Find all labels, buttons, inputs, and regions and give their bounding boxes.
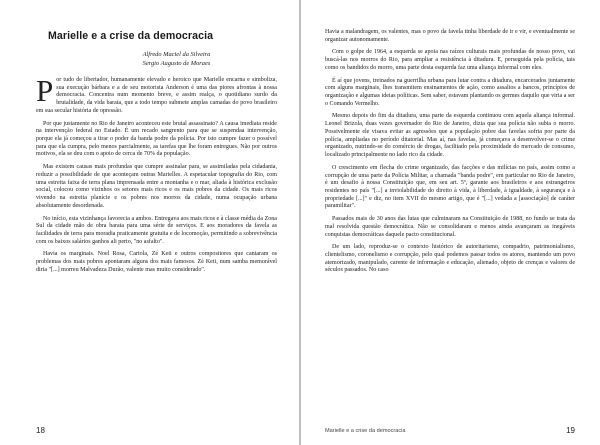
running-head: Marielle e a crise da democracia <box>325 428 406 434</box>
body-paragraph: Com o golpe de 1964, a esquerda se apoia nas raízes culturais mais profundas de nosso povo, vai buscá-las nos morros do Rio, para ampliar a resistência à ditadura. E, perseguida pela polícia, tais como os bandidos do morro, uma parte desta esquerda faz uma aliança informal com eles. <box>325 49 575 71</box>
page-number: 19 <box>566 426 575 435</box>
body-paragraph: Por que justamente no Rio de Janeiro aconteceu este brutal assassinato? A causa imediata reside na intervenção federal no Estado. É um recado sangrento para que se suspendaa intervenção, porque ela já começou a tirar o poder da banda podre da polícia. Por isto cumpre fazer o possível para que ela cumpra, pelo menos parcialmente, as tarefas que lhe foram entregues. Não por outros motivos, ela se deu com o apoio de cerca de 70% da população. <box>36 120 277 158</box>
drop-cap: P <box>36 73 54 108</box>
body-paragraph: Passados mais de 30 anos das lutas que culminaram na Constituição de 1988, no fundo se trata da mal resolvida questão democrática. Não se consolidaram e menos ainda avançaram as inegáveis conquistas democráticas daquele pacto constitucional. <box>325 216 575 238</box>
page-number: 18 <box>36 426 45 435</box>
body-paragraph: Mesmo depois do fim da ditadura, uma parte da esquerda continuou com aquela aliança informal. Leonel Brizola, duas vezes governador do Rio de Janeiro, dizia que sua polícia não subia o morro. Possivelmente ele visava evitar as agressões que a população pobre das favelas sofria por parte da polícia, ampliadas no período ditatorial. Mas aí, nas favelas, já começava a desenvolver-se o crime organizado, nutrindo-se do comércio de drogas, facilitado pela proximidade do mercado de consumo, localizado principalmente no lado rico da cidade. <box>325 113 575 159</box>
body-paragraph: Havia os marginais. Noel Rosa, Cartola, Zé Keti e outros compositores que cantaram os problemas dos mais pobres apontaram alguns dos mais famosos. Zé Keti, num samba memorável diria "[...] morreu Malvadeza Durão, valente mas muito considerado". <box>36 251 277 273</box>
body-paragraph: Havia a malandragem, os valentes, mas o povo da favela tinha liberdade de ir e vir, e eventualmente se organizar autonomamente. <box>325 29 575 43</box>
article-title: Marielle e a crise da democracia <box>48 30 214 42</box>
body-paragraph: No início, esta vizinhança favorecia a ambos. Entregava aos mais ricos e à classe média da Zona Sul da cidade mão de obra barata para uma série de serviços. E aos moradores da favela as facilidades de terra para moradia praticamente gratuita e de locomoção, permitindo a sobrevivência com os baixos salários ganhos ali perto, "no asfalto". <box>36 215 277 245</box>
left-page <box>0 0 299 445</box>
body-paragraph: Mas existem causas mais profundas que cumpre assinalar para, se assimiladas pela cidadania, reduzir a possibilidade de que aconteçam outras Marielles. A espetacular topografia do Rio, com uma estreita faixa de terra plana imprensada entre a montanha e o mar, aliada à histórica exclusão social, colocou como vizinhos os setores mais ricos e os mais pobres da cidade. Os mais ricos vivendo na estreita planície e os pobres nos morros da cidade, numa ocupação urbana absolutamente desordenada. <box>36 164 277 209</box>
body-paragraph: Por tudo de libertador, humanamente elevado e heroico que Marielle encarna e simboliza, sua execução bárbara e a de seu motorista Anderson é uma das piores afrontas à nossa democracia. Concentra num momento breve, e assim realça, o quotidiano surdo da brutalidade, da vida barata, que a todo tempo submete amplas camadas do povo brasileiro em sua secular história de opressão. <box>36 73 277 114</box>
body-paragraph: O crescimento em flecha do crime organizado, das facções e das milícias no país, assim como a corrupção de uma parte da Polícia Militar, a chamada "banda podre", em particular no Rio de Janeiro, é um desafio à nossa Constituição que, em seu art. 5º, garante aos brasileiros e aos estrangeiros residentes no país "[...] a inviolabilidade do direito à vida, à liberdade, à igualdade, à segurança e à propriedade [...]" e diz, no item XVII do mesmo artigo, que é "[...] vedada a [associação] de caráter paramilitar". <box>325 164 575 210</box>
article-authors <box>36 50 277 68</box>
body-paragraph: De um lado, reproduz-se o contexto histórico de autoritarismo, compadrio, patrimonialismo, clientelismo, coronelismo e corrupção, pelo qual podemos passar todos os atores, mantendo um povo atemorizado, manipulado, carente de informação e educação, alienado, objeto de crenças e valores de séculos passados. No caso <box>325 244 575 274</box>
author-name: Sergio Augusto de Moraes <box>142 60 211 67</box>
author-name: Alfredo Maciel da Silveira <box>142 51 211 58</box>
right-page <box>301 0 600 445</box>
body-paragraph: É aí que jovens, treinados na guerrilha urbana para lutar contra a ditadura, encarcerados juntamente com alguns marginais, lhes transmitem ensinamentos de ação, como assaltos a bancos, princípios de organização e algumas ideias políticas. Sem saber, estavam plantando os germes daquilo que viria a ser o Comando Vermelho. <box>325 77 575 107</box>
